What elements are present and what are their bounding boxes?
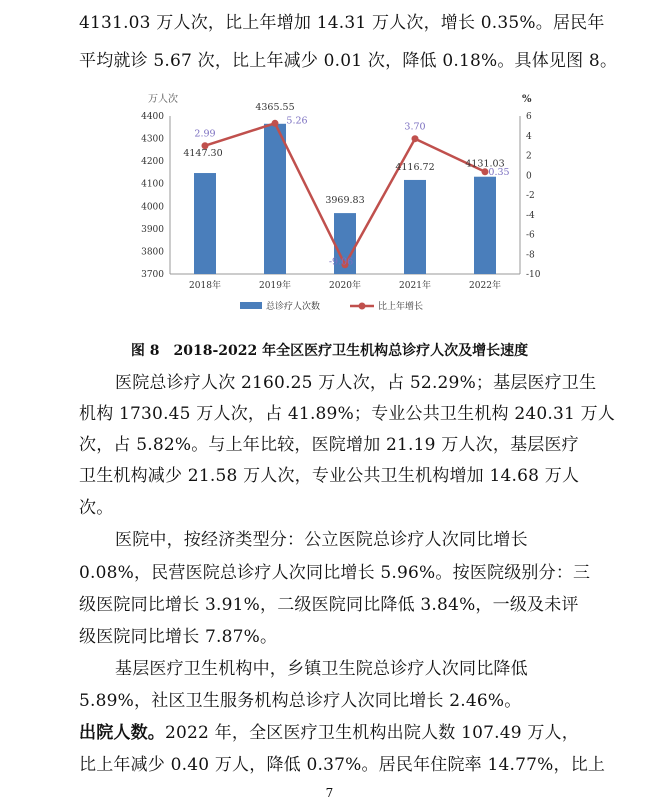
growth-point [412,135,419,142]
section-lead: 出院人数。 [79,723,165,743]
bar [194,173,216,274]
text-line: 次。 [79,498,114,518]
x-tick-label: 2019年 [259,281,291,291]
left-tick-label: 3900 [141,224,164,235]
visit-count-chart [128,86,548,321]
right-tick-label: -4 [526,210,535,221]
growth-value-label: 3.70 [404,121,426,133]
text-line: 卫生机构减少 21.58 万人次，专业公共卫生机构增加 14.68 万人 [79,466,580,486]
right-tick-label: 4 [526,131,532,142]
left-tick-label: 4400 [141,112,164,122]
bar-value-label: 4131.03 [465,158,505,170]
page-number: 7 [325,786,334,800]
growth-point [272,120,279,127]
bar [474,177,496,274]
text-line: 5.89%，社区卫生服务机构总诊疗人次同比增长 2.46%。 [79,691,522,711]
right-axis-unit: % [522,94,532,105]
text-line: 级医院同比增长 3.91%，二级医院同比降低 3.84%，一级及未评 [79,595,579,615]
text-line: 比上年减少 0.40 万人，降低 0.37%。居民年住院率 14.77%，比上 [79,755,606,775]
growth-value-label: -9.06 [328,256,354,268]
figure-caption: 图 8 2018-2022 年全区医疗卫生机构总诊疗人次及增长速度 [130,343,529,359]
left-tick-label: 3800 [141,247,164,258]
text-span: 2022 年，全区医疗卫生机构出院人数 107.49 万人， [165,723,579,743]
left-tick-label: 4100 [141,179,164,190]
x-tick-label: 2022年 [469,281,501,291]
bar-value-label: 4147.30 [183,148,223,160]
text-line [79,722,579,744]
text-line: 级医院同比增长 7.87%。 [79,627,278,647]
growth-value-label: 5.26 [286,115,308,127]
x-tick-label: 2021年 [399,281,431,291]
left-tick-label: 3700 [141,270,164,280]
text-line: 平均就诊 5.67 次，比上年减少 0.01 次，降低 0.18%。具体见图 8。 [79,51,618,71]
bar [264,124,286,274]
left-tick-label: 4300 [141,134,164,145]
right-tick-label: -10 [526,270,541,280]
text-line: 医院总诊疗人次 2160.25 万人次，占 52.29%；基层医疗卫生 [115,373,597,393]
text-line: 0.08%，民营医院总诊疗人次同比增长 5.96%。按医院级别分：三 [79,563,591,583]
text-line: 4131.03 万人次，比上年增加 14.31 万人次，增长 0.35%。居民年 [79,13,605,33]
left-tick-label: 4200 [141,157,164,168]
right-tick-label: -8 [526,250,535,261]
x-tick-label: 2018年 [189,281,221,291]
text-line: 医院中，按经济类型分：公立医院总诊疗人次同比增长 [115,530,528,550]
bar-value-label: 4116.72 [395,161,435,173]
left-tick-label: 4000 [141,202,164,213]
text-line: 机构 1730.45 万人次，占 41.89%；专业公共卫生机构 240.31 万人 [79,404,616,424]
legend-bar-swatch [240,302,262,309]
bar-value-label: 4365.55 [255,101,295,113]
x-tick-label: 2020年 [329,281,361,291]
growth-value-label: 2.99 [194,128,216,140]
right-tick-label: -2 [526,191,535,201]
growth-value-label: 0.35 [488,166,510,178]
right-tick-label: -6 [526,230,535,241]
right-tick-label: 6 [526,112,532,122]
text-line: 次，占 5.82%。与上年比较，医院增加 21.19 万人次，基层医疗 [79,435,579,455]
legend-line-marker [359,303,366,310]
right-tick-label: 0 [526,171,532,182]
right-tick-label: 2 [526,151,532,162]
text-line: 基层医疗卫生机构中，乡镇卫生院总诊疗人次同比降低 [115,659,528,679]
bar-value-label: 3969.83 [325,195,365,207]
left-axis-unit: 万人次 [148,94,178,105]
bar [404,180,426,274]
legend-line-label: 比上年增长 [378,302,424,312]
legend-bar-label: 总诊疗人次数 [266,302,321,312]
